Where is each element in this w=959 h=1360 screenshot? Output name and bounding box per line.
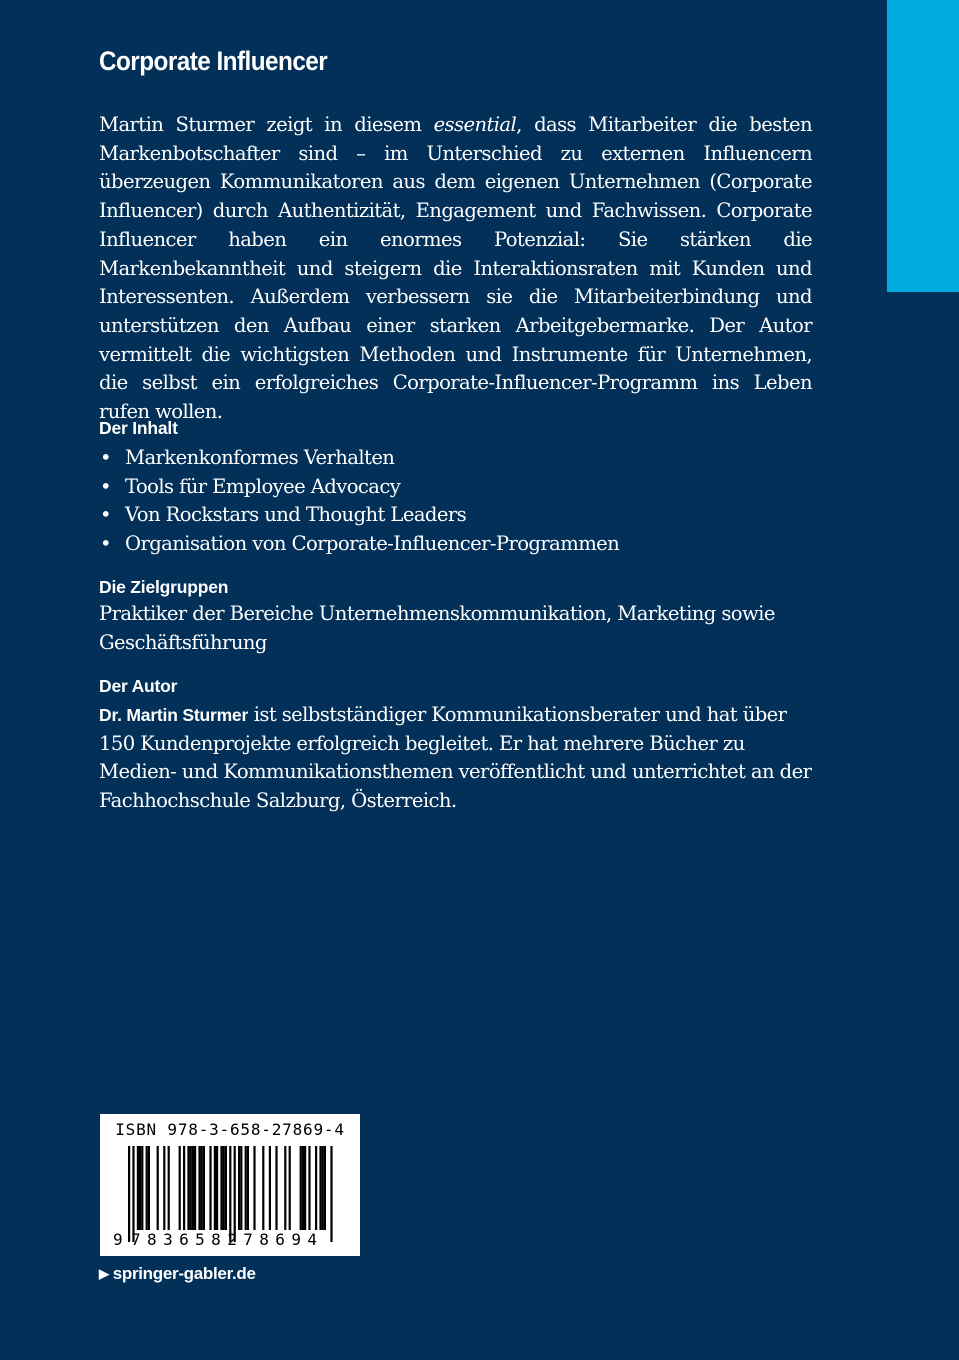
barcode-bar: [192, 1146, 194, 1230]
barcode-bar: [179, 1146, 181, 1230]
contents-heading: Der Inhalt: [99, 418, 178, 438]
barcode-bar: [240, 1146, 242, 1230]
barcode-bar: [220, 1146, 222, 1230]
contents-item: [99, 530, 619, 559]
author-bio: [99, 701, 812, 816]
author-name: Dr. Martin Sturmer: [99, 705, 249, 725]
contents-item-text: Organisation von Corporate-Influencer-Programmen: [125, 532, 620, 556]
isbn-barcode: [100, 1114, 360, 1256]
bullet-icon: •: [100, 446, 111, 469]
bullet-icon: •: [100, 503, 111, 527]
barcode-bar: [308, 1146, 310, 1230]
barcode-bar: [322, 1146, 324, 1230]
barcode-bar: [183, 1146, 185, 1230]
barcode-bar: [238, 1146, 240, 1230]
contents-item-text: Von Rockstars und Thought Leaders: [125, 503, 467, 527]
barcode-bar: [229, 1146, 231, 1242]
barcode-bar: [302, 1146, 304, 1230]
barcode-bar: [216, 1146, 218, 1230]
barcode-bar: [253, 1146, 255, 1230]
barcode-bar: [275, 1146, 277, 1230]
contents-item: [99, 473, 619, 502]
author-bio-text: ist selbstständiger Kommunikationsberater und hat über 150 Kundenprojekte erfolgreich begleitet. Er hat mehrere Bücher zu Medien- und Kommunikationsthemen veröffentlicht und unterrichtet an der Fachhochschule Salzburg, Österreich.: [99, 703, 812, 813]
barcode-bar: [146, 1146, 148, 1230]
barcode-bar: [245, 1146, 247, 1230]
barcode-bar: [300, 1146, 302, 1230]
contents-list: [99, 444, 619, 559]
author-heading: Der Autor: [99, 676, 178, 696]
bullet-icon: •: [100, 532, 111, 556]
barcode-bar: [198, 1146, 200, 1230]
publisher-website-link[interactable]: [99, 1263, 256, 1285]
barcode-bar: [284, 1146, 286, 1230]
barcode-bar: [201, 1146, 203, 1230]
bullet-icon: •: [100, 474, 111, 498]
barcode-bar: [139, 1146, 141, 1230]
contents-item: [99, 444, 619, 473]
barcode-bar: [137, 1146, 139, 1230]
barcode-bar: [319, 1146, 321, 1230]
barcode-bar: [168, 1146, 170, 1230]
contents-item: [99, 501, 619, 530]
contents-item-text: Markenkonformes Verhalten: [125, 446, 395, 469]
ean-first-digit: 9: [113, 1230, 123, 1249]
barcode-bars: [128, 1146, 334, 1242]
barcode-bar: [247, 1146, 249, 1230]
barcode-bar: [315, 1146, 317, 1230]
barcode-bar: [223, 1146, 225, 1230]
barcode-bar: [187, 1146, 189, 1230]
barcode-bar: [262, 1146, 264, 1230]
description-text-start: Martin Sturmer zeigt in diesem: [99, 113, 434, 136]
description-italic-term: essential: [433, 113, 517, 136]
description-text-rest: , dass Mitarbeiter die besten Markenbotschafter sind – im Unterschied zu externen Influencern überzeugen Kommunikatoren aus dem eigenen Unternehmen (Corporate Influencer) durch Authentizität, Engagement und Fachwissen. Corporate Influencer haben ein enormes Potenzial: Sie stärken die Markenbekanntheit und steigern die Interaktionsraten mit Kunden und Interessenten. Außerdem verbessern sie die Mitarbeiterbindung und unterstützen den Aufbau einer starken Arbeitgebermarke. Der Autor vermittelt die wichtigsten Methoden und Instrumente für Unternehmen, die selbst ein erfolgreiches Corporate-Influencer-Programm ins Leben rufen wollen.: [99, 113, 812, 424]
book-description: [99, 111, 812, 427]
audience-text: Praktiker der Bereiche Unternehmenskommunikation, Marketing sowie Geschäftsführung: [99, 602, 775, 654]
barcode-bar: [190, 1146, 192, 1230]
barcode-bar: [234, 1146, 236, 1242]
barcode-bar: [128, 1146, 130, 1242]
barcode-bar: [209, 1146, 211, 1230]
barcode-bar: [214, 1146, 216, 1230]
barcode-bar: [157, 1146, 159, 1230]
barcode-bar: [194, 1146, 196, 1230]
contents-item-text: Tools für Employee Advocacy: [125, 474, 401, 498]
barcode-bar: [324, 1146, 326, 1230]
barcode-bar: [289, 1146, 291, 1230]
barcode-bar: [203, 1146, 205, 1230]
barcode-bar: [148, 1146, 150, 1230]
accent-color-bar: [887, 0, 959, 292]
book-title: Corporate Influencer: [99, 46, 328, 76]
publisher-website-label: springer-gabler.de: [112, 1264, 256, 1283]
ean-digits: 783658278694: [131, 1230, 324, 1249]
barcode-bar: [304, 1146, 306, 1230]
barcode-bar: [225, 1146, 227, 1230]
isbn-label: ISBN 978-3-658-27869-4: [115, 1120, 345, 1139]
barcode-bar: [163, 1146, 165, 1230]
barcode-bar: [141, 1146, 143, 1230]
barcode-bar: [330, 1146, 332, 1242]
barcode-bar: [132, 1146, 134, 1242]
play-triangle-icon: ▶: [99, 1266, 109, 1281]
barcode-bar: [269, 1146, 271, 1230]
audience-heading: Die Zielgruppen: [99, 577, 229, 597]
